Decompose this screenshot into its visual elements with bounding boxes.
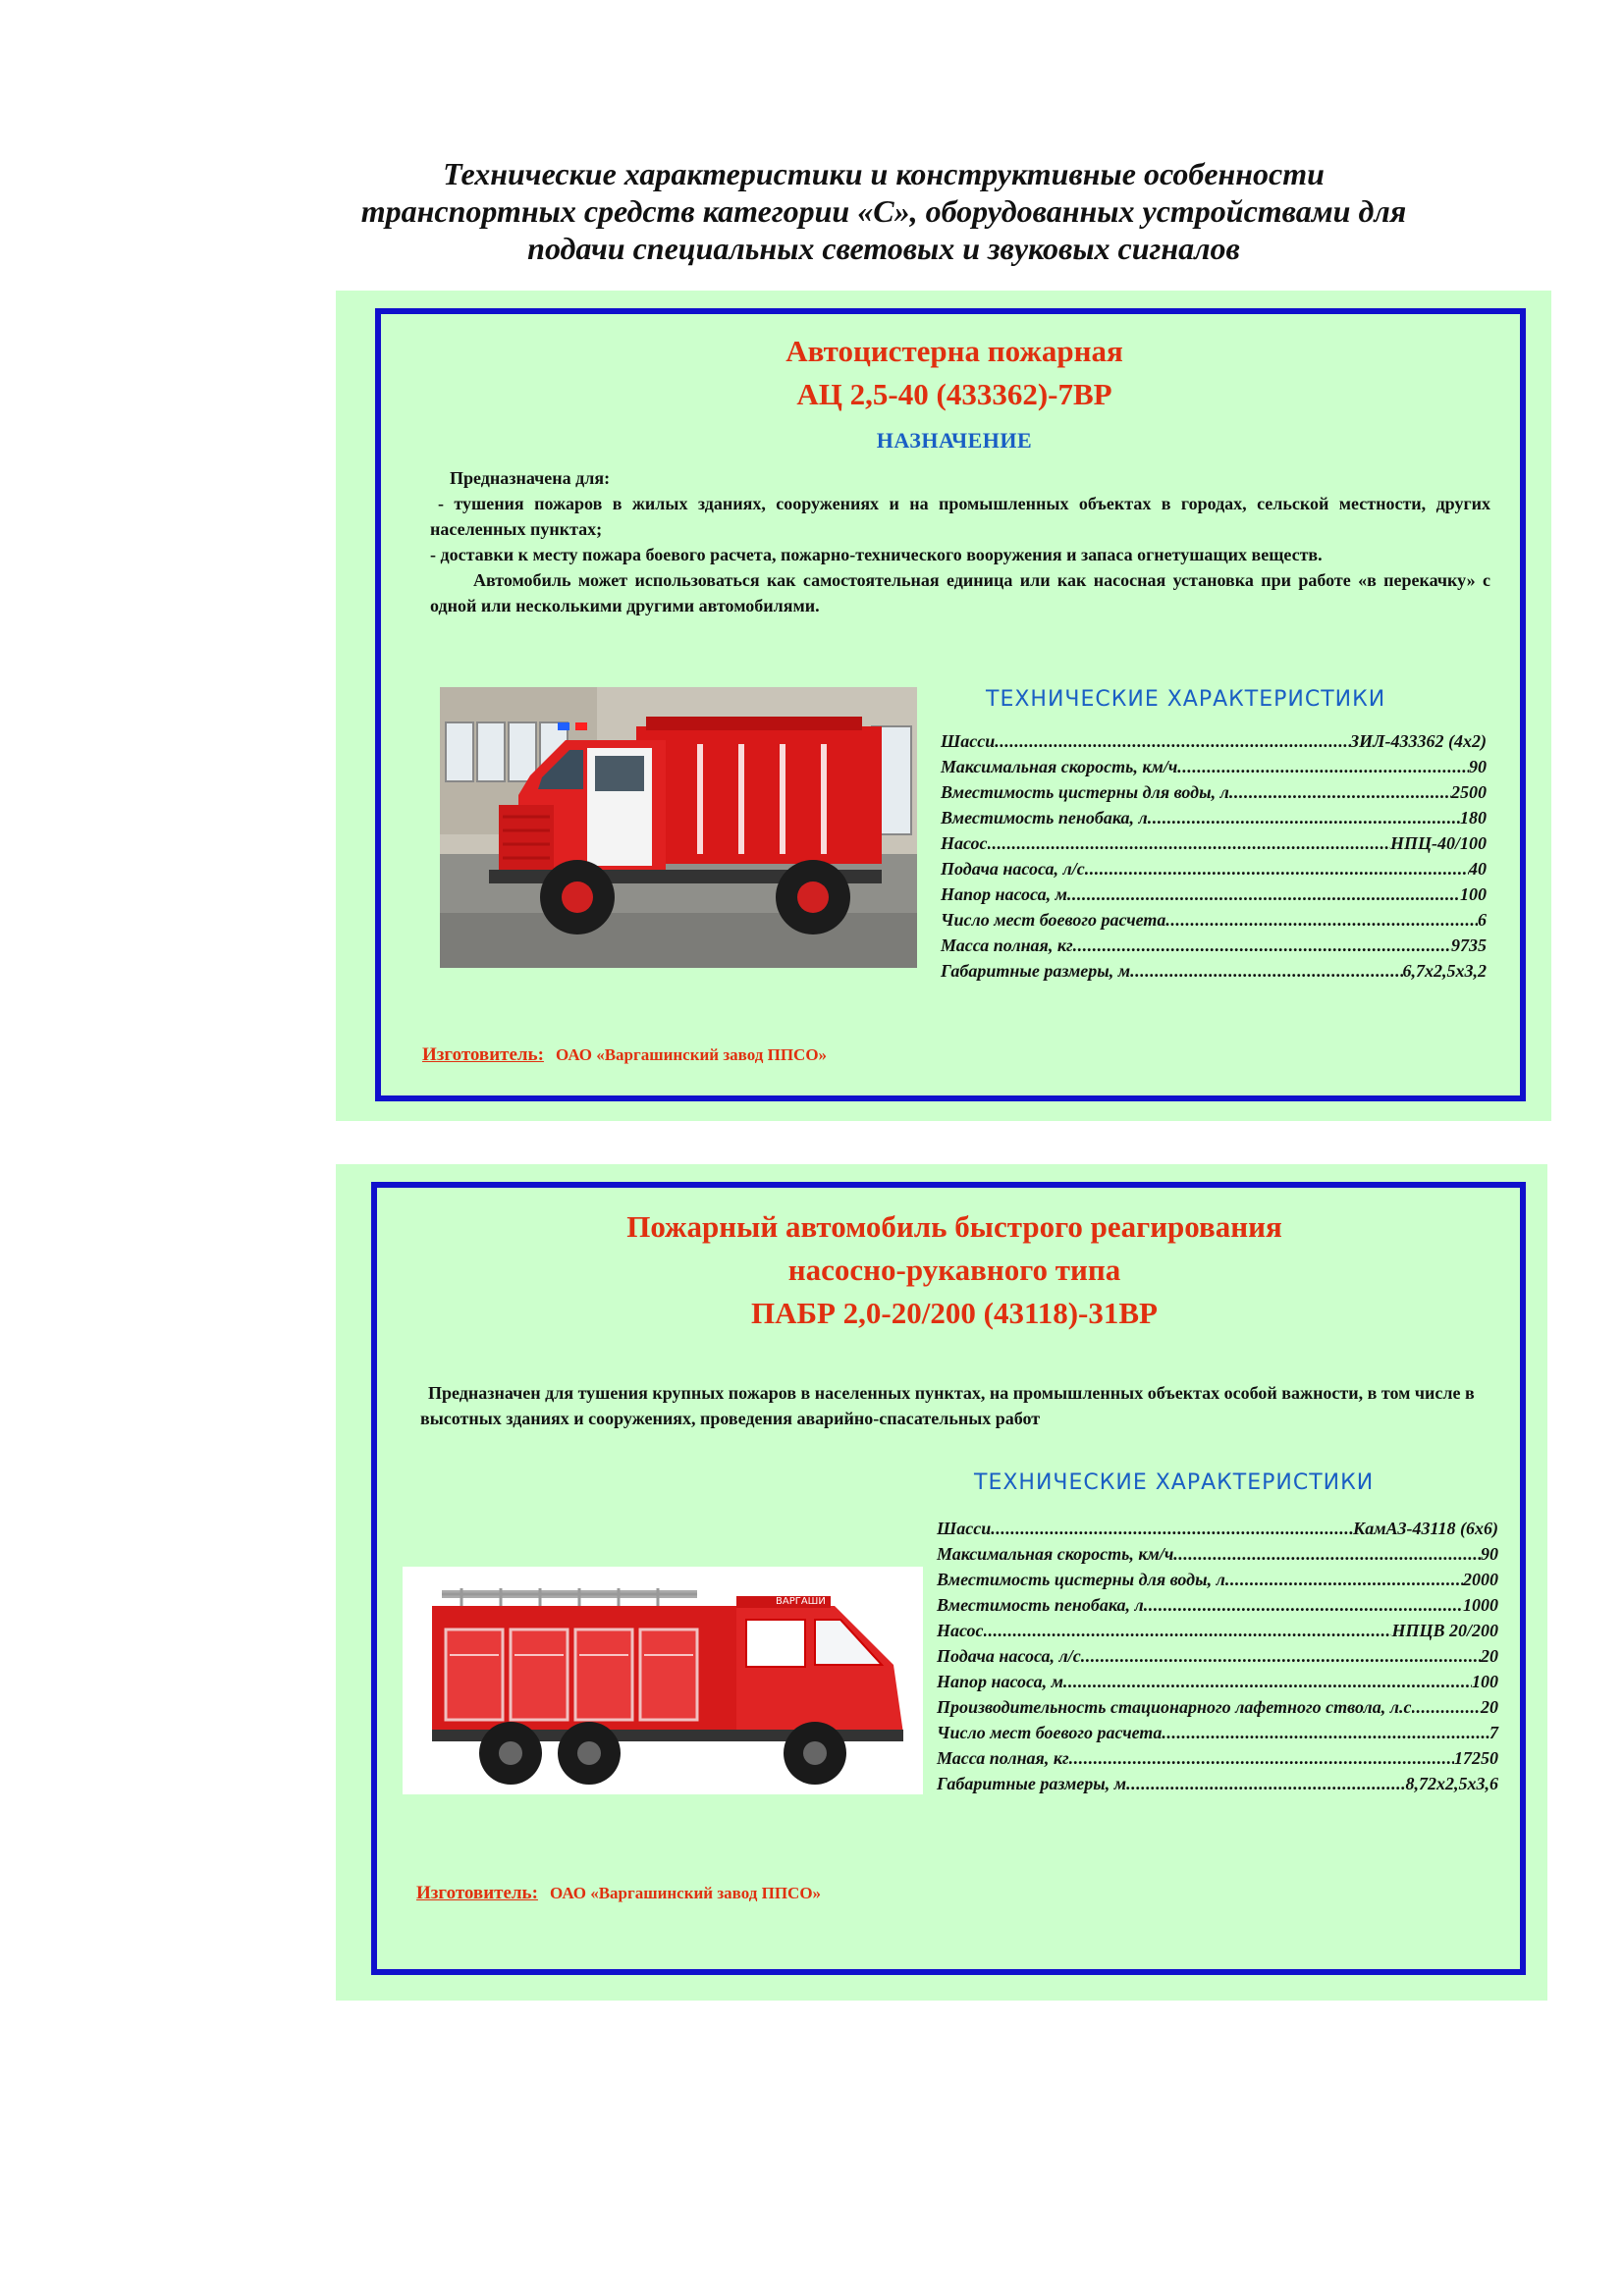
spec-value: 90 — [1481, 1544, 1498, 1564]
spec-row — [941, 754, 1487, 779]
card-description — [420, 1380, 1481, 1431]
spec-row — [941, 779, 1487, 805]
specs-list — [937, 1516, 1498, 1796]
manufacturer-name: ОАО «Варгашинский завод ППСО» — [555, 1045, 828, 1064]
spec-row — [937, 1618, 1498, 1643]
spec-label: Габаритные размеры, м — [941, 961, 1131, 981]
spec-label: Масса полная, кг — [941, 935, 1073, 955]
purpose-heading: НАЗНАЧЕНИЕ — [876, 428, 1033, 453]
spec-label: Подача насоса, л/с — [941, 859, 1085, 879]
description-line: - доставки к месту пожара боевого расчета, пожарно-технического вооружения и запаса огнетушащих веществ. — [430, 545, 1323, 564]
manufacturer-label: Изготовитель: — [416, 1883, 538, 1903]
fire-truck-image — [440, 687, 917, 968]
card-title-line: Пожарный автомобиль быстрого реагирования — [626, 1209, 1282, 1244]
card-fire-tanker — [336, 291, 1551, 1121]
manufacturer-name: ОАО «Варгашинский завод ППСО» — [549, 1884, 822, 1902]
spec-row — [937, 1771, 1498, 1796]
spec-value: ЗИЛ-433362 (4х2) — [1350, 731, 1487, 751]
card-rapid-response — [336, 1164, 1547, 2001]
spec-label: Подача насоса, л/с — [937, 1646, 1081, 1666]
vehicle-lettering: ВАРГАШИ — [776, 1596, 826, 1607]
spec-row — [937, 1643, 1498, 1669]
spec-value: НПЦ-40/100 — [1390, 833, 1487, 853]
specs-heading: ТЕХНИЧЕСКИЕ ХАРАКТЕРИСТИКИ — [974, 1470, 1375, 1495]
spec-value: 1000 — [1463, 1595, 1498, 1615]
card-description — [430, 465, 1490, 618]
spec-row — [937, 1592, 1498, 1618]
spec-label: Максимальная скорость, км/ч — [937, 1544, 1174, 1564]
spec-label: Вместимость пенобака, л — [941, 808, 1148, 828]
manufacturer — [422, 1044, 827, 1066]
card-title-line: АЦ 2,5-40 (433362)-7ВР — [796, 377, 1112, 411]
description-line: Автомобиль может использоваться как самостоятельная единица или как насосная установка при работе «в перекачку» с одной или несколькими другими автомобилями. — [430, 570, 1490, 615]
description-line: - тушения пожаров в жилых зданиях, сооружениях и на промышленных объектах в городах, сельской местности, других населенных пунктах; — [430, 494, 1490, 539]
spec-row — [941, 728, 1487, 754]
spec-value: 100 — [1460, 884, 1487, 904]
spec-row — [937, 1669, 1498, 1694]
spec-value: 180 — [1460, 808, 1487, 828]
spec-label: Число мест боевого расчета — [937, 1723, 1163, 1742]
description-line: Предназначен для тушения крупных пожаров в населенных пунктах, на промышленных объектах особой важности, в том числе в высотных зданиях и сооружениях, проведения аварийно-спасательных работ — [420, 1383, 1475, 1428]
spec-row — [937, 1720, 1498, 1745]
spec-value: 17250 — [1454, 1748, 1498, 1768]
spec-row — [941, 805, 1487, 830]
spec-label: Насос — [941, 833, 988, 853]
spec-row — [941, 881, 1487, 907]
spec-label: Габаритные размеры, м — [937, 1774, 1127, 1793]
card-title — [414, 330, 1494, 416]
spec-value: 20 — [1481, 1697, 1498, 1717]
spec-value: 2000 — [1463, 1570, 1498, 1589]
page-title-line: транспортных средств категории «С», оборудованных устройствами для — [360, 193, 1407, 229]
spec-value: 8,72х2,5х3,6 — [1405, 1774, 1498, 1793]
spec-label: Вместимость цистерны для воды, л — [941, 782, 1229, 802]
spec-value: 2500 — [1451, 782, 1487, 802]
manufacturer — [416, 1883, 821, 1904]
spec-row — [937, 1541, 1498, 1567]
spec-label: Максимальная скорость, км/ч — [941, 757, 1178, 776]
spec-label: Вместимость пенобака, л — [937, 1595, 1144, 1615]
spec-value: КамАЗ-43118 (6х6) — [1353, 1519, 1498, 1538]
spec-value: 9735 — [1451, 935, 1487, 955]
spec-row — [941, 933, 1487, 958]
spec-row — [941, 830, 1487, 856]
page-title — [196, 155, 1571, 267]
spec-value: 6,7х2,5х3,2 — [1402, 961, 1487, 981]
spec-row — [941, 907, 1487, 933]
card-title-line: ПАБР 2,0-20/200 (43118)-31ВР — [751, 1296, 1158, 1330]
spec-label: Напор насоса, м — [937, 1672, 1063, 1691]
spec-value: 6 — [1478, 910, 1487, 930]
spec-label: Шасси — [937, 1519, 992, 1538]
specs-list — [941, 728, 1487, 984]
spec-label: Производительность стационарного лафетного ствола, л.с — [937, 1697, 1412, 1717]
spec-row — [937, 1516, 1498, 1541]
spec-row — [937, 1694, 1498, 1720]
page-title-line: подачи специальных световых и звуковых сигналов — [527, 231, 1240, 266]
vehicle-photo — [440, 687, 917, 968]
description-line: Предназначена для: — [450, 468, 611, 488]
card-title-line: насосно-рукавного типа — [787, 1253, 1121, 1287]
page-title-line: Технические характеристики и конструктивные особенности — [443, 156, 1325, 191]
fire-truck-image — [403, 1567, 923, 1794]
spec-row — [941, 856, 1487, 881]
spec-value: 7 — [1489, 1723, 1498, 1742]
spec-label: Вместимость цистерны для воды, л — [937, 1570, 1225, 1589]
spec-row — [937, 1745, 1498, 1771]
spec-label: Насос — [937, 1621, 984, 1640]
manufacturer-label: Изготовитель: — [422, 1044, 544, 1065]
specs-heading: ТЕХНИЧЕСКИЕ ХАРАКТЕРИСТИКИ — [986, 687, 1386, 712]
card-title — [395, 1205, 1514, 1335]
spec-label: Напор насоса, м — [941, 884, 1067, 904]
spec-value: 40 — [1469, 859, 1487, 879]
spec-row — [937, 1567, 1498, 1592]
spec-label: Шасси — [941, 731, 996, 751]
vehicle-photo — [403, 1567, 923, 1794]
spec-label: Масса полная, кг — [937, 1748, 1069, 1768]
spec-value: НПЦВ 20/200 — [1391, 1621, 1498, 1640]
spec-value: 20 — [1481, 1646, 1498, 1666]
spec-row — [941, 958, 1487, 984]
card-title-line: Автоцистерна пожарная — [785, 334, 1123, 368]
spec-value: 90 — [1469, 757, 1487, 776]
spec-label: Число мест боевого расчета — [941, 910, 1166, 930]
spec-value: 100 — [1472, 1672, 1498, 1691]
